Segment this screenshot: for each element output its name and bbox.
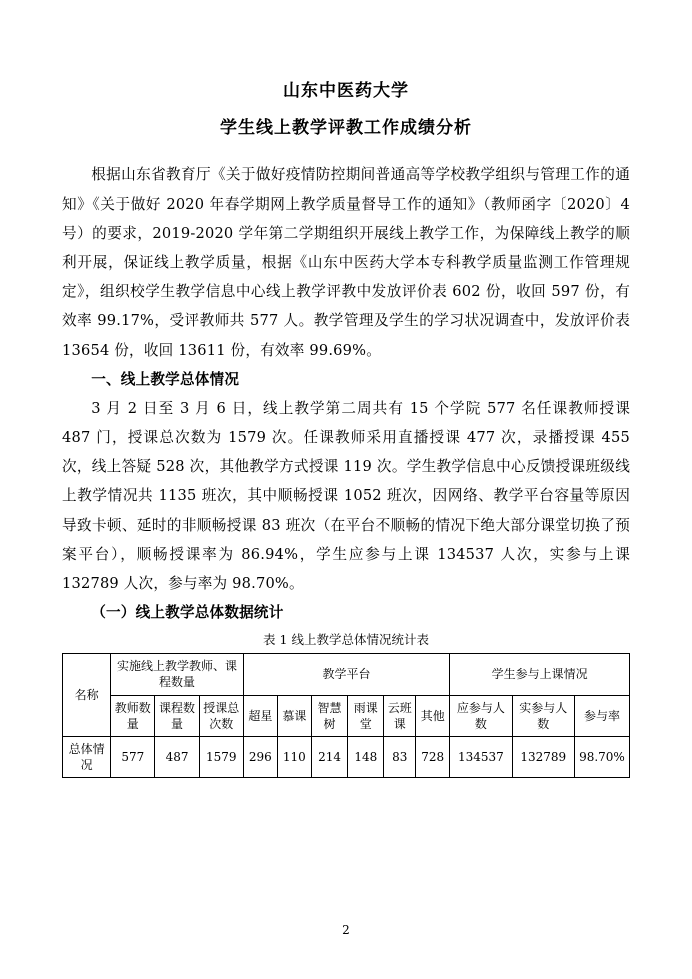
table-header-group-participation: 学生参与上课情况 xyxy=(450,654,630,695)
table-header-group-platform: 教学平台 xyxy=(243,654,449,695)
table-header-cell: 超星 xyxy=(243,695,277,736)
document-title: 山东中医药大学 xyxy=(283,81,409,101)
subsection-heading-statistics: （一）线上教学总体数据统计 xyxy=(91,604,284,622)
table-cell: 728 xyxy=(416,736,450,777)
table-header-cell: 慕课 xyxy=(277,695,311,736)
table-header-cell: 授课总次数 xyxy=(199,695,243,736)
table-header-row-1 xyxy=(63,654,630,695)
table-cell: 98.70% xyxy=(574,736,629,777)
document-subtitle: 学生线上教学评教工作成绩分析 xyxy=(220,118,472,139)
table-cell: 134537 xyxy=(450,736,512,777)
table-caption: 表 1 线上教学总体情况统计表 xyxy=(263,632,429,648)
statistics-table xyxy=(62,653,630,778)
table-cell: 214 xyxy=(311,736,347,777)
intro-paragraph: 根据山东省教育厅《关于做好疫情防控期间普通高等学校教学组织与管理工作的通知》《关于做好 2020 年春学期网上教学质量督导工作的通知》（教师函字〔2020〕4 号）的要求，2019-2020 学年第二学期组织开展线上教学工作，为保障线上教学的顺利开展，保证线上教学质量，根据《山东中医药大学本专科教学质量监测工作管理规定》，组织校学生教学信息中心线上教学评教中发放评价表 602 份，收回 597 份，有效率 99.17%，受评教师共 577 人。教学管理及学生的学习状况调查中，发放评价表 13654 份，收回 13611 份，有效率 99.69%。 xyxy=(62,166,630,359)
table-header-group-teaching: 实施线上教学教师、课程数量 xyxy=(111,654,244,695)
table-header-name: 名称 xyxy=(63,654,111,737)
table-header-cell: 参与率 xyxy=(574,695,629,736)
section-paragraph-overall: 3 月 2 日至 3 月 6 日，线上教学第二周共有 15 个学院 577 名任课教师授课 487 门，授课总次数为 1579 次。任课教师采用直播授课 477 次，录播授课 455 次，线上答疑 528 次，其他教学方式授课 119 次。学生教学信息中心反馈授课班级线上教学情况共 1135 班次，其中顺畅授课 1052 班次，因网络、教学平台容量等原因导致卡顿、延时的非顺畅授课 83 班次（在平台不顺畅的情况下绝大部分课堂切换了预案平台），顺畅授课率为 86.94%，学生应参与上课 134537 人次，实参与上课 132789 人次，参与率为 98.70%。 xyxy=(62,399,630,592)
table-header-cell: 智慧树 xyxy=(311,695,347,736)
table-cell: 1579 xyxy=(199,736,243,777)
table-header-cell: 应参与人数 xyxy=(450,695,512,736)
table-cell: 296 xyxy=(243,736,277,777)
table-header-cell: 课程数量 xyxy=(155,695,199,736)
page-number: 2 xyxy=(342,923,350,937)
table-header-row-2 xyxy=(63,695,630,736)
table-row xyxy=(63,736,630,777)
table-cell: 148 xyxy=(348,736,384,777)
table-cell: 487 xyxy=(155,736,199,777)
table-header-cell: 教师数量 xyxy=(111,695,155,736)
table-cell: 577 xyxy=(111,736,155,777)
table-cell: 83 xyxy=(384,736,416,777)
table-header-cell: 实参与人数 xyxy=(512,695,574,736)
table-header-cell: 雨课堂 xyxy=(348,695,384,736)
section-heading-overall: 一、线上教学总体情况 xyxy=(91,370,240,388)
table-cell: 110 xyxy=(277,736,311,777)
table-header-cell: 云班课 xyxy=(384,695,416,736)
table-cell: 132789 xyxy=(512,736,574,777)
table-header-cell: 其他 xyxy=(416,695,450,736)
table-row-label: 总体情况 xyxy=(63,736,111,777)
